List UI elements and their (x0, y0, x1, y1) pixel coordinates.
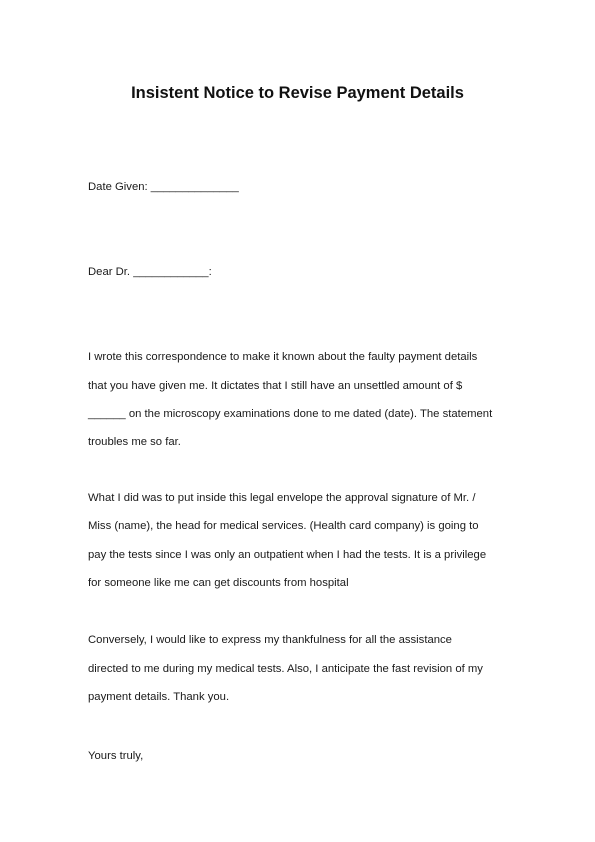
paragraph-line: I wrote this correspondence to make it known about the faulty payment details (88, 351, 478, 363)
paragraph-line: ______ on the microscopy examinations done to me dated (date). The statement (88, 408, 493, 420)
paragraph-line: troubles me so far. (88, 436, 181, 448)
date-line: Date Given: ______________ (88, 181, 239, 193)
document-title: Insistent Notice to Revise Payment Details (131, 84, 464, 102)
paragraph-line: payment details. Thank you. (88, 691, 230, 703)
paragraph-line: Miss (name), the head for medical services. (Health card company) is going to (88, 520, 479, 532)
paragraph-line: for someone like me can get discounts from hospital (88, 577, 349, 589)
paragraph-line: pay the tests since I was only an outpatient when I had the tests. It is a privilege (88, 549, 487, 561)
paragraph-line: Conversely, I would like to express my thankfulness for all the assistance (88, 634, 452, 646)
paragraph-line: that you have given me. It dictates that I still have an unsettled amount of $ (88, 380, 463, 392)
closing: Yours truly, (88, 750, 144, 762)
paragraph-line: What I did was to put inside this legal envelope the approval signature of Mr. / (88, 492, 476, 504)
paragraph-line: directed to me during my medical tests. Also, I anticipate the fast revision of my (88, 663, 483, 675)
salutation: Dear Dr. ____________: (88, 266, 212, 278)
